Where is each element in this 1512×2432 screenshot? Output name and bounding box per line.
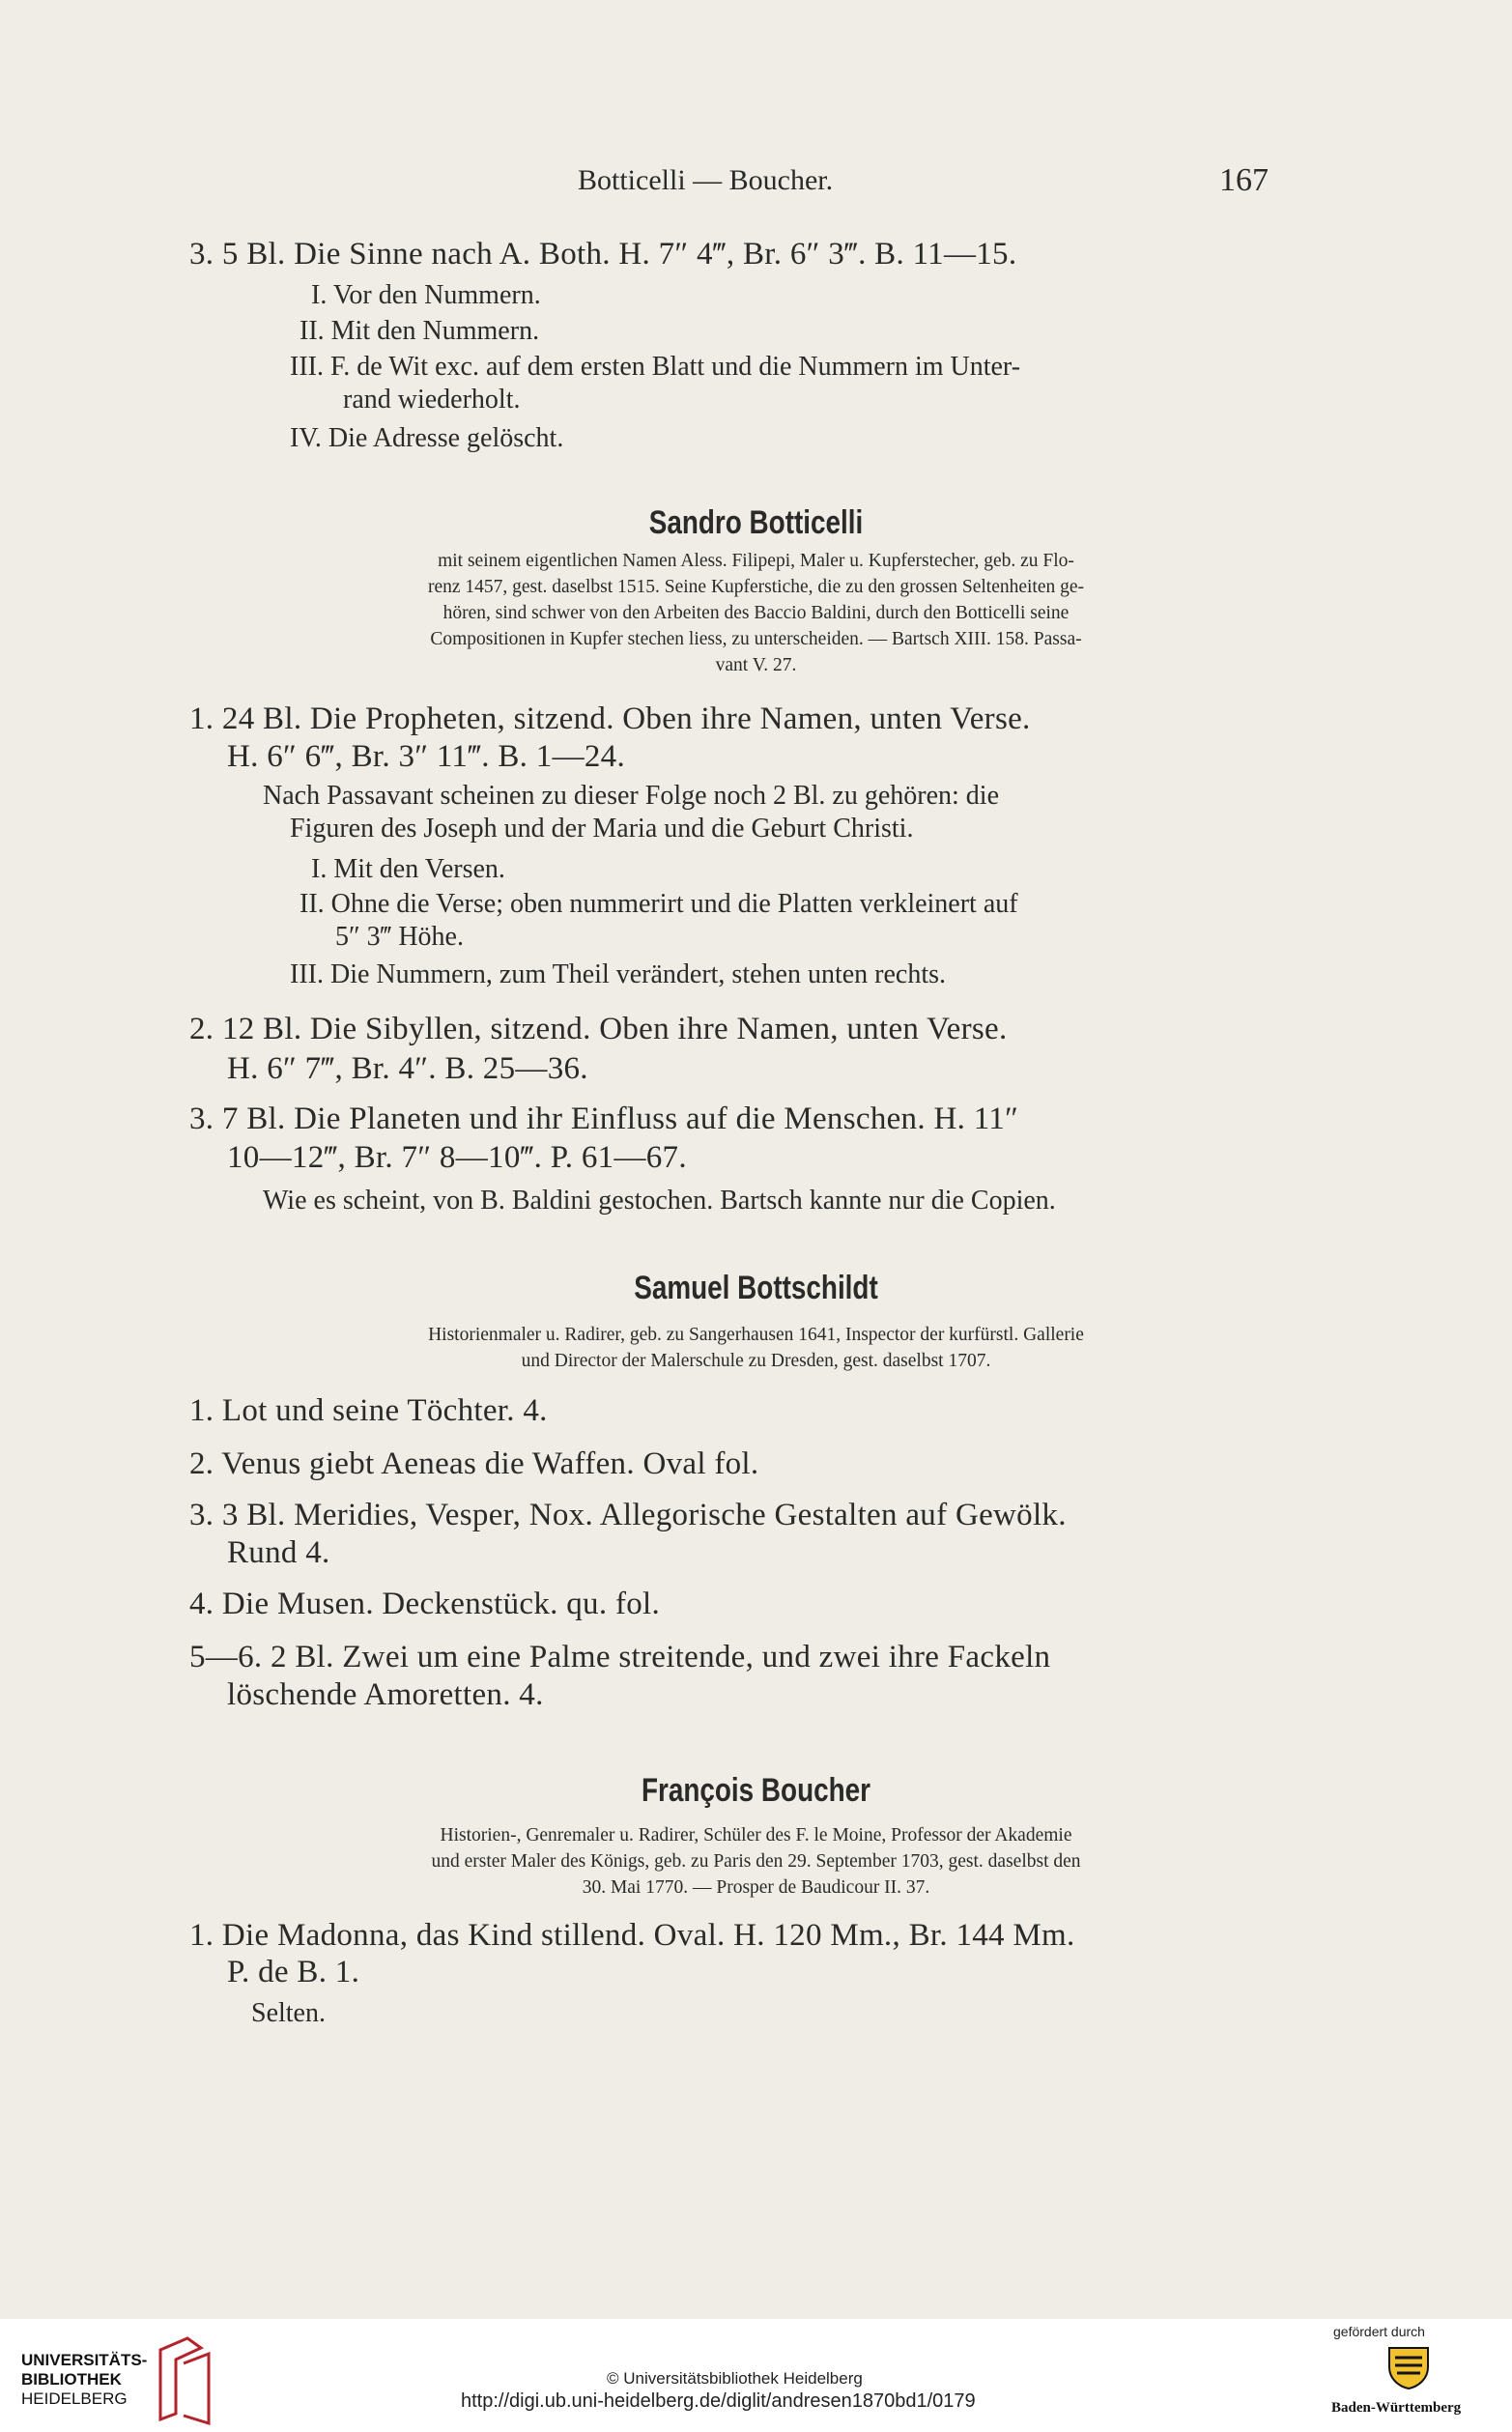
page-number: 167 bbox=[1219, 162, 1269, 198]
library-logo-icon bbox=[145, 2331, 213, 2427]
entry-title: 1. 24 Bl. Die Propheten, sitzend. Oben ihre Namen, unten Verse. bbox=[189, 701, 1031, 736]
entry-title: 4. Die Musen. Deckenstück. qu. fol. bbox=[189, 1587, 661, 1621]
sponsor-name: Baden-Württemberg bbox=[1331, 2400, 1462, 2416]
copyright-text: © Universitätsbibliothek Heidelberg bbox=[607, 2369, 863, 2388]
entry-note: Nach Passavant scheinen zu dieser Folge noch 2 Bl. zu gehören: die bbox=[263, 781, 1000, 811]
entry-title: 1. Lot und seine Töchter. 4. bbox=[189, 1393, 548, 1428]
entry-title: 1. Die Madonna, das Kind stillend. Oval. H. 120 Mm., Br. 144 Mm. bbox=[189, 1918, 1075, 1953]
state-line: II. Ohne die Verse; oben nummerirt und die Platten verkleinert auf bbox=[300, 889, 1018, 919]
footer-bar bbox=[0, 2319, 1512, 2432]
entry-dims: P. de B. 1. bbox=[227, 1955, 360, 1989]
library-name: UNIVERSITÄTS- BIBLIOTHEK HEIDELBERG bbox=[21, 2351, 148, 2408]
entry-dims: H. 6″ 7‴, Br. 4″. B. 25—36. bbox=[227, 1051, 588, 1086]
entry-note: Wie es scheint, von B. Baldini gestochen. Bartsch kannte nur die Copien. bbox=[263, 1186, 1056, 1216]
sponsor-label: gefördert durch bbox=[1333, 2324, 1425, 2339]
artist-bio: Historien-, Genremaler u. Radirer, Schüler des F. le Moine, Professor der Akademie und erster Maler des Königs, geb. zu Paris den 29. September 1703, gest. daselbst den 30. Mai 1770. — Prosper de Baudicour II. 37. bbox=[431, 1825, 1081, 1898]
artist-bio: mit seinem eigentlichen Namen Aless. Filipepi, Maler u. Kupferstecher, geb. zu Flo- renz 1457, gest. daselbst 1515. Seine Kupferstiche, die zu den grossen Seltenheiten ge- hören, sind schwer von den Arbeiten des Baccio Baldini, durch den Botticelli seine Compositionen in Kupfer stechen liess, zu unterscheiden. — Bartsch XIII. 158. Passa- vant V. 27. bbox=[427, 551, 1085, 675]
artist-heading-bottschildt: Samuel Bottschildt bbox=[634, 1270, 878, 1306]
entry-note: Selten. bbox=[251, 1998, 326, 2028]
entry-note: Figuren des Joseph und der Maria und die Geburt Christi. bbox=[290, 814, 914, 844]
state-line: 5″ 3‴ Höhe. bbox=[335, 922, 464, 952]
entry-title: löschende Amoretten. 4. bbox=[227, 1677, 544, 1712]
state-line: rand wiederholt. bbox=[343, 385, 521, 415]
running-head: Botticelli — Boucher. bbox=[578, 164, 834, 196]
entry-title: 5—6. 2 Bl. Zwei um eine Palme streitende, und zwei ihre Fackeln bbox=[189, 1640, 1051, 1674]
state-line: II. Mit den Nummern. bbox=[300, 316, 540, 346]
entry-dims: H. 6″ 6‴, Br. 3″ 11‴. B. 1—24. bbox=[227, 739, 626, 774]
entry-title: 2. Venus giebt Aeneas die Waffen. Oval fol. bbox=[189, 1446, 759, 1481]
state-line: I. Vor den Nummern. bbox=[311, 280, 541, 310]
state-coat-of-arms-icon bbox=[1384, 2344, 1434, 2390]
state-line: III. F. de Wit exc. auf dem ersten Blatt und die Nummern im Unter- bbox=[290, 352, 1021, 382]
state-line: IV. Die Adresse gelöscht. bbox=[290, 423, 564, 453]
artist-heading-botticelli: Sandro Botticelli bbox=[648, 504, 864, 541]
entry-both-3: 3. 5 Bl. Die Sinne nach A. Both. H. 7″ 4‴, Br. 6″ 3‴. B. 11—15. bbox=[189, 237, 1017, 272]
artist-bio: Historienmaler u. Radirer, geb. zu Sangerhausen 1641, Inspector der kurfürstl. Gallerie und Director der Malerschule zu Dresden, gest. daselbst 1707. bbox=[428, 1325, 1084, 1371]
source-url-link[interactable]: http://digi.ub.uni-heidelberg.de/diglit/andresen1870bd1/0179 bbox=[461, 2390, 976, 2412]
entry-title: 2. 12 Bl. Die Sibyllen, sitzend. Oben ihre Namen, unten Verse. bbox=[189, 1012, 1008, 1046]
entry-title: 3. 3 Bl. Meridies, Vesper, Nox. Allegorische Gestalten auf Gewölk. bbox=[189, 1498, 1067, 1532]
state-line: III. Die Nummern, zum Theil verändert, stehen unten rechts. bbox=[290, 959, 947, 989]
entry-dims: 10—12‴, Br. 7″ 8—10‴. P. 61—67. bbox=[227, 1140, 687, 1175]
artist-heading-boucher: François Boucher bbox=[641, 1772, 871, 1809]
entry-title: Rund 4. bbox=[227, 1535, 330, 1570]
entry-title: 3. 7 Bl. Die Planeten und ihr Einfluss auf die Menschen. H. 11″ bbox=[189, 1102, 1019, 1136]
state-line: I. Mit den Versen. bbox=[311, 854, 505, 884]
